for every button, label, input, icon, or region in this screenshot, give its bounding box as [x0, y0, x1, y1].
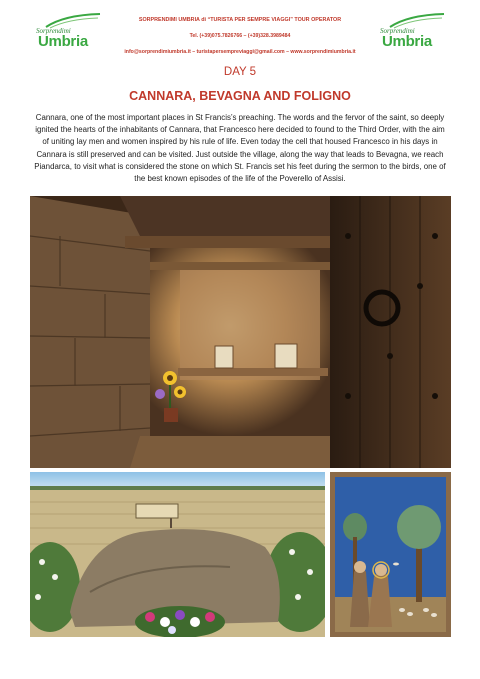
logo-small-text: Sorprendimi	[36, 27, 71, 35]
header-company-line: SORPRENDIMI UMBRIA di “TURISTA PER SEMPRE VIAGGI” TOUR OPERATOR	[138, 17, 342, 23]
page-title: CANNARA, BEVAGNA AND FOLIGNO	[129, 89, 351, 103]
logo-big-text: Umbria	[382, 33, 432, 50]
piandarca-stone-photo	[30, 472, 325, 637]
sorprendimi-umbria-logo-right	[378, 13, 448, 55]
sorprendimi-umbria-logo-left	[34, 13, 104, 55]
header-contact-line: info@sorprendimiumbria.it – turistapersempreviaggi@gmail.com – www.sorprendimiumbria.it	[124, 49, 356, 55]
cell-of-st-francis-photo	[30, 196, 451, 468]
day-heading: DAY 5	[223, 66, 257, 78]
logo-small-text: Sorprendimi	[380, 27, 415, 35]
body-paragraph: Cannara, one of the most important places in St Francis’s preaching. The words and the fervor of the saint, so deeply ignited the hearts of the inhabitants of Cannara, that Francesco here decided to found to the Third Order, with the aim of uniting lay men and women inspired by his rule of life. Even today the cell that housed Francesco in his days in Cannara is still preserved and can be visited. Just outside the village, along the way that leads to Bevagna, we reach Piandarca, to visit what is considered the stone on which St. Francis set his feet during the sermon to the birds, one of the best known episodes of the life of the Poverello of Assisi.	[34, 113, 446, 184]
sermon-to-the-birds-fresco	[330, 472, 451, 637]
logo-big-text: Umbria	[38, 33, 88, 50]
header-phone-line: Tel. (+39)075.7826766 – (+39)328.3989484	[189, 33, 291, 39]
